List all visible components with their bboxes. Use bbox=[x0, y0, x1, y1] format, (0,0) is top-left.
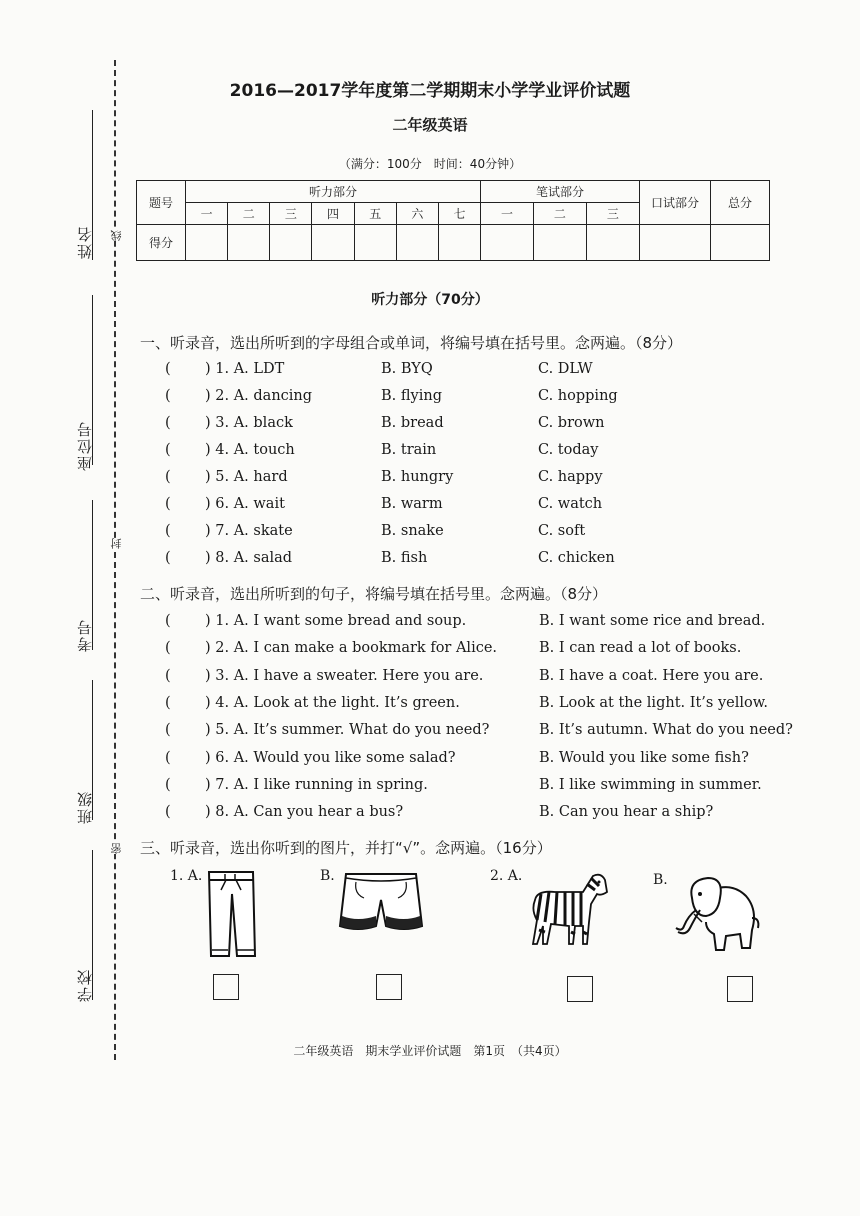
sentence-a: ) 7. A. I like running in spring. bbox=[205, 776, 428, 793]
list-item bbox=[165, 777, 765, 799]
answer-blank[interactable]: ( bbox=[165, 749, 171, 766]
answer-checkbox-2a[interactable] bbox=[567, 976, 593, 1002]
option-a: ) 4. A. touch bbox=[205, 442, 295, 458]
shorts-icon bbox=[338, 870, 424, 936]
pic-label-2a: 2. A. bbox=[490, 868, 523, 884]
answer-blank[interactable]: ( bbox=[165, 469, 171, 485]
score-cell[interactable] bbox=[354, 225, 396, 261]
score-table bbox=[136, 180, 770, 261]
answer-blank[interactable]: ( bbox=[165, 361, 171, 377]
list-item bbox=[165, 750, 765, 772]
option-c: C. watch bbox=[538, 496, 603, 512]
col-listening-5: 五 bbox=[354, 203, 396, 225]
list-item bbox=[165, 442, 765, 464]
answer-blank[interactable]: ( bbox=[165, 694, 171, 711]
list-item bbox=[165, 694, 769, 717]
score-cell[interactable] bbox=[396, 225, 438, 261]
score-cell[interactable] bbox=[270, 225, 312, 261]
exam-title: 2016—2017学年度第二学期期末小学学业评价试题 bbox=[229, 81, 631, 101]
oral-part-label: 口试部分 bbox=[640, 181, 711, 225]
list-item bbox=[165, 496, 765, 518]
answer-blank[interactable]: ( bbox=[165, 496, 171, 512]
score-row-label: 得分 bbox=[137, 225, 186, 261]
cut-mark-line: 线 bbox=[110, 230, 123, 241]
list-item bbox=[165, 469, 765, 491]
sentence-a: ) 1. A. I want some bread and soup. bbox=[205, 613, 467, 629]
list-item bbox=[165, 523, 765, 545]
pic-label-2b: B. bbox=[653, 872, 668, 888]
cut-mark-secret: 密 bbox=[110, 843, 123, 854]
answer-blank[interactable]: ( bbox=[165, 640, 171, 657]
margin-label-seat: 座位号 bbox=[76, 420, 94, 471]
page-footer: 二年级英语 期末学业评价试题 第1页 （共4页） bbox=[293, 1044, 567, 1058]
answer-blank[interactable]: ( bbox=[165, 550, 171, 566]
answer-blank[interactable]: ( bbox=[165, 388, 171, 404]
option-a: ) 1. A. LDT bbox=[205, 361, 285, 377]
option-c: C. DLW bbox=[538, 361, 593, 377]
score-cell[interactable] bbox=[586, 225, 639, 261]
answer-blank[interactable]: ( bbox=[165, 776, 171, 793]
col-listening-1: 一 bbox=[186, 203, 228, 225]
sentence-a: ) 3. A. I have a sweater. Here you are. bbox=[205, 667, 484, 684]
option-b: B. fish bbox=[381, 550, 428, 566]
list-item bbox=[165, 668, 765, 690]
section2-heading: 二、听录音，选出所听到的句子，将编号填在括号里。念两遍。（8分） bbox=[140, 585, 608, 603]
sentence-b: B. Would you like some fish? bbox=[539, 749, 749, 766]
score-cell[interactable] bbox=[711, 225, 770, 261]
total-label: 总分 bbox=[711, 181, 770, 225]
list-item bbox=[165, 722, 793, 744]
option-c: C. soft bbox=[538, 523, 586, 539]
score-cell[interactable] bbox=[186, 225, 228, 261]
answer-blank[interactable]: ( bbox=[165, 523, 171, 539]
list-item bbox=[165, 415, 765, 437]
pic-label-1a: 1. A. bbox=[170, 868, 203, 884]
option-c: C. today bbox=[538, 442, 599, 458]
answer-blank[interactable]: ( bbox=[165, 804, 171, 821]
option-b: B. flying bbox=[381, 388, 442, 404]
option-c: C. brown bbox=[538, 415, 605, 431]
score-cell[interactable] bbox=[481, 225, 534, 261]
sentence-a: ) 2. A. I can make a bookmark for Alice. bbox=[205, 640, 498, 657]
sentence-b: B. I want some rice and bread. bbox=[539, 613, 766, 629]
sentence-b: B. Can you hear a ship? bbox=[539, 804, 714, 821]
list-item bbox=[165, 361, 765, 383]
answer-checkbox-2b[interactable] bbox=[727, 976, 753, 1002]
margin-label-school: 学校 bbox=[76, 968, 94, 1002]
list-item bbox=[165, 640, 765, 662]
sentence-a: ) 8. A. Can you hear a bus? bbox=[205, 804, 404, 821]
pic-label-1b: B. bbox=[320, 868, 335, 884]
option-c: C. happy bbox=[538, 469, 603, 485]
list-item bbox=[165, 613, 765, 635]
score-cell[interactable] bbox=[228, 225, 270, 261]
option-b: B. train bbox=[381, 442, 437, 458]
answer-blank[interactable]: ( bbox=[165, 442, 171, 458]
sentence-b: B. Look at the light. It’s yellow. bbox=[539, 694, 769, 711]
option-a: ) 2. A. dancing bbox=[205, 388, 313, 404]
answer-blank[interactable]: ( bbox=[165, 667, 171, 684]
option-a: ) 6. A. wait bbox=[205, 496, 285, 512]
col-listening-3: 三 bbox=[270, 203, 312, 225]
margin-label-class: 班级 bbox=[76, 790, 94, 824]
sentence-b: B. I like swimming in summer. bbox=[539, 776, 762, 793]
score-cell[interactable] bbox=[438, 225, 480, 261]
option-c: C. hopping bbox=[538, 388, 618, 404]
option-b: B. snake bbox=[381, 523, 444, 539]
answer-blank[interactable]: ( bbox=[165, 415, 171, 431]
sentence-a: ) 5. A. It’s summer. What do you need? bbox=[205, 722, 490, 739]
exam-info: （满分：100分 时间：40分钟） bbox=[338, 157, 522, 171]
sentence-b: B. I can read a lot of books. bbox=[539, 640, 742, 657]
cut-mark-seal: 封 bbox=[110, 538, 123, 549]
option-b: B. hungry bbox=[381, 469, 454, 485]
option-c: C. chicken bbox=[538, 550, 615, 566]
written-part-label: 笔试部分 bbox=[481, 181, 640, 203]
listening-heading: 听力部分（70分） bbox=[371, 292, 489, 308]
score-cell[interactable] bbox=[640, 225, 711, 261]
binding-dashed-line bbox=[114, 60, 116, 1060]
option-a: ) 5. A. hard bbox=[205, 469, 288, 485]
margin-label-name: 姓名 bbox=[76, 225, 94, 259]
option-a: ) 8. A. salad bbox=[205, 550, 293, 566]
zebra-icon bbox=[525, 870, 611, 950]
col-listening-7: 七 bbox=[438, 203, 480, 225]
score-cell[interactable] bbox=[312, 225, 354, 261]
margin-label-exam-number: 考号 bbox=[76, 618, 94, 652]
section1-heading: 一、听录音，选出所听到的字母组合或单词，将编号填在括号里。念两遍。（8分） bbox=[140, 334, 683, 352]
col-listening-2: 二 bbox=[228, 203, 270, 225]
col-written-2: 二 bbox=[533, 203, 586, 225]
list-item bbox=[165, 804, 765, 826]
section3-heading: 三、听录音，选出你听到的图片，并打“√”。念两遍。（16分） bbox=[140, 839, 552, 857]
option-b: B. BYQ bbox=[381, 361, 433, 377]
sentence-b: B. I have a coat. Here you are. bbox=[539, 667, 764, 684]
sentence-b: B. It’s autumn. What do you need? bbox=[539, 722, 793, 739]
elephant-icon bbox=[672, 870, 764, 954]
col-written-3: 三 bbox=[586, 203, 639, 225]
exam-subtitle: 二年级英语 bbox=[392, 116, 468, 134]
sentence-a: ) 4. A. Look at the light. It’s green. bbox=[205, 694, 460, 711]
answer-blank[interactable]: ( bbox=[165, 722, 171, 739]
col-listening-4: 四 bbox=[312, 203, 354, 225]
option-b: B. warm bbox=[381, 496, 443, 512]
col-listening-6: 六 bbox=[396, 203, 438, 225]
question-number-label: 题号 bbox=[137, 181, 186, 225]
option-a: ) 7. A. skate bbox=[205, 523, 293, 539]
answer-blank[interactable]: ( bbox=[165, 613, 171, 629]
col-written-1: 一 bbox=[481, 203, 534, 225]
answer-checkbox-1b[interactable] bbox=[376, 974, 402, 1000]
option-a: ) 3. A. black bbox=[205, 415, 293, 431]
listening-part-label: 听力部分 bbox=[186, 181, 481, 203]
list-item bbox=[165, 550, 765, 572]
answer-checkbox-1a[interactable] bbox=[213, 974, 239, 1000]
score-cell[interactable] bbox=[533, 225, 586, 261]
trousers-icon bbox=[205, 868, 257, 960]
list-item bbox=[165, 388, 765, 410]
sentence-a: ) 6. A. Would you like some salad? bbox=[205, 749, 456, 766]
option-b: B. bread bbox=[381, 415, 444, 431]
